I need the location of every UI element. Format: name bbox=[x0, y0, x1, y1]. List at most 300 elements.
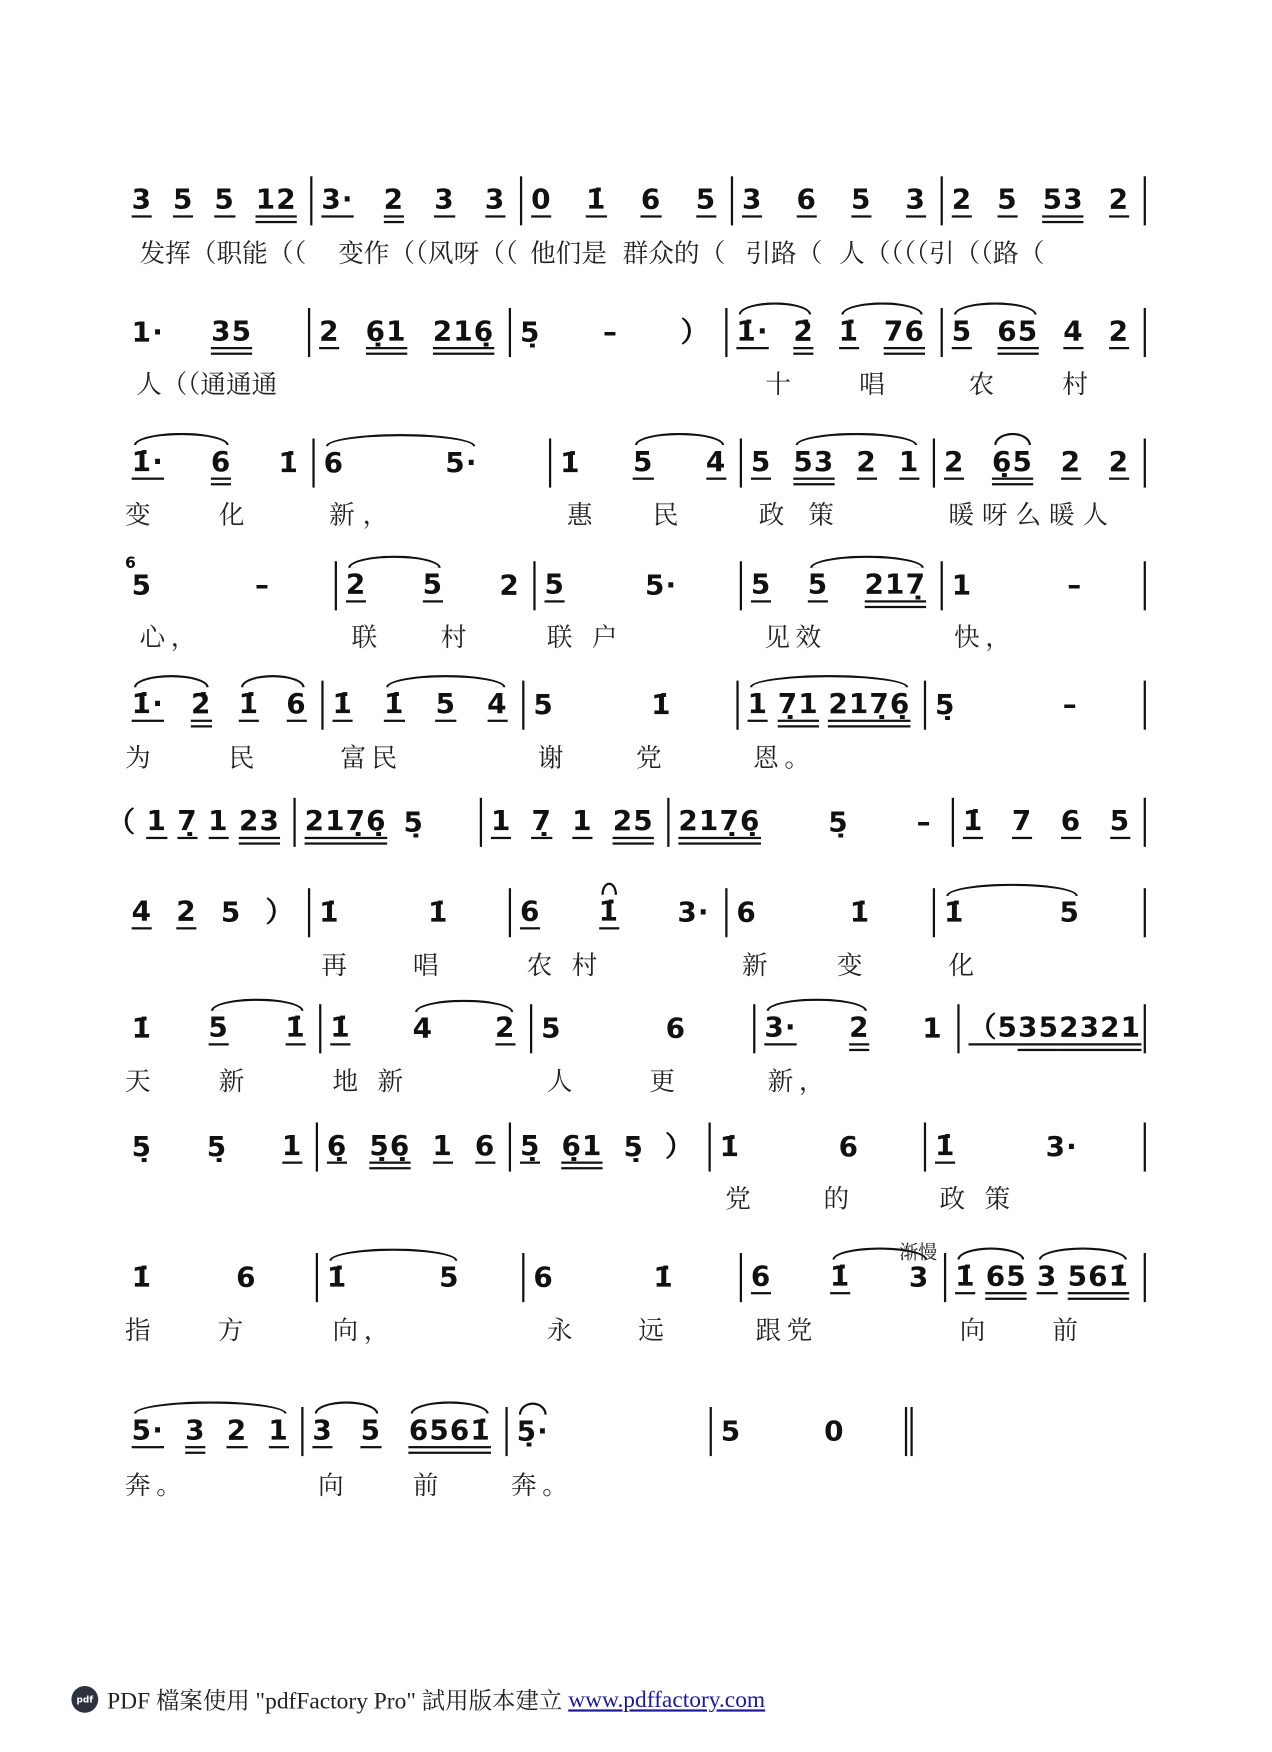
note-text: 7̣ bbox=[177, 804, 198, 837]
note-group bbox=[305, 806, 387, 839]
note-text: 6 bbox=[286, 687, 307, 720]
note-group bbox=[633, 446, 654, 479]
note-text: 1̇ bbox=[326, 1260, 348, 1294]
measure bbox=[123, 1253, 318, 1302]
note-group bbox=[319, 897, 340, 928]
lyric-text: 群众的（ bbox=[622, 239, 726, 269]
lyric-text: 向， bbox=[332, 1316, 395, 1346]
lyric-text: 人 bbox=[546, 1067, 578, 1097]
note-text: 2̇ bbox=[191, 687, 212, 720]
note-group bbox=[445, 447, 477, 478]
note-group bbox=[1046, 1131, 1078, 1162]
slur-arc bbox=[211, 999, 304, 1011]
note-text: 3 bbox=[434, 182, 455, 216]
note-group bbox=[851, 184, 872, 217]
note-group bbox=[952, 184, 973, 217]
note-group bbox=[177, 806, 198, 839]
notation-row-5 bbox=[0, 681, 1272, 730]
note-group bbox=[327, 1130, 348, 1163]
note-group bbox=[706, 446, 727, 479]
notation-row-4 bbox=[0, 554, 1272, 610]
note-text: 6 bbox=[210, 445, 232, 478]
note-group bbox=[736, 897, 757, 928]
note-text: 3· bbox=[321, 182, 354, 216]
note-group bbox=[384, 688, 405, 721]
note-text: 1 bbox=[898, 445, 920, 478]
note-group bbox=[839, 1131, 860, 1162]
note-text: 2̇ bbox=[793, 314, 814, 348]
note-text: 5 bbox=[541, 1012, 562, 1045]
note-group bbox=[236, 1262, 257, 1293]
note-group bbox=[1109, 184, 1130, 217]
lyric-text: 谢 bbox=[537, 744, 570, 774]
measure bbox=[727, 888, 935, 937]
note-text: 3 bbox=[185, 1413, 206, 1447]
note-text: 6 bbox=[1060, 804, 1082, 837]
note-text: 1̇ bbox=[332, 687, 354, 720]
note-group bbox=[899, 446, 920, 479]
note-group bbox=[432, 1130, 453, 1163]
note-text: 2 bbox=[1108, 314, 1130, 348]
note-group bbox=[208, 1012, 229, 1045]
note-text: 5̣ bbox=[206, 1130, 228, 1163]
measure bbox=[935, 439, 1146, 488]
note-text: 5 bbox=[750, 445, 772, 478]
note-text: 4 bbox=[1063, 314, 1084, 348]
note-group bbox=[485, 184, 506, 217]
measure bbox=[337, 561, 536, 610]
note-group bbox=[1067, 570, 1082, 601]
note-text: – bbox=[1067, 569, 1083, 602]
lyric-text: 新， bbox=[329, 500, 397, 531]
note-text: 6 bbox=[640, 182, 662, 216]
note-group bbox=[969, 1012, 1019, 1045]
notation-row-8 bbox=[0, 1004, 1272, 1053]
note-text: 5 bbox=[851, 182, 872, 216]
note-group bbox=[793, 446, 834, 479]
note-text: 5 bbox=[131, 569, 153, 602]
note-group bbox=[764, 1012, 796, 1045]
note-group bbox=[917, 807, 932, 838]
note-group bbox=[531, 184, 552, 217]
note-text: 217̣ bbox=[864, 567, 927, 601]
slur-arc bbox=[329, 1249, 457, 1261]
measure bbox=[123, 1122, 318, 1171]
lyric-text: 发挥（职能（（ bbox=[139, 239, 307, 269]
pdf-icon: pdf bbox=[71, 1686, 98, 1713]
note-group bbox=[935, 1130, 956, 1163]
note-text: 2 bbox=[383, 182, 405, 216]
note-text: 4 bbox=[412, 1012, 434, 1045]
note-group bbox=[132, 446, 164, 479]
note-text: 5 bbox=[997, 182, 1018, 216]
note-group bbox=[599, 896, 620, 929]
note-group bbox=[366, 316, 407, 349]
measure bbox=[926, 681, 1146, 730]
note-group bbox=[132, 184, 153, 217]
note-text: 217̣6̣ bbox=[828, 687, 911, 720]
lyric-text: 村 bbox=[1062, 370, 1088, 400]
note-group bbox=[828, 807, 849, 838]
lyric-text: 向 bbox=[318, 1471, 350, 1501]
lyric-text: 联 户 bbox=[546, 623, 623, 653]
lyric-text: 为 bbox=[124, 744, 157, 774]
measure bbox=[315, 439, 552, 488]
note-text: （5 bbox=[968, 1010, 1019, 1044]
measure bbox=[711, 1122, 926, 1171]
note-text: 1 bbox=[268, 1413, 289, 1447]
note-group bbox=[475, 1130, 496, 1163]
note-text: 5 bbox=[214, 182, 235, 216]
note-text: 3 bbox=[1036, 1259, 1058, 1293]
measure bbox=[123, 176, 313, 225]
note-text: 5 bbox=[220, 895, 242, 929]
note-group bbox=[992, 446, 1033, 479]
note-group bbox=[572, 806, 593, 839]
note-group bbox=[751, 569, 772, 602]
lyric-text: 他们是 bbox=[530, 239, 607, 269]
note-group bbox=[346, 569, 367, 602]
note-text: 1̇ bbox=[330, 1010, 351, 1044]
note-group bbox=[751, 1261, 772, 1294]
note-group bbox=[495, 1012, 516, 1045]
note-group bbox=[1012, 806, 1033, 839]
note-text: 1· bbox=[131, 315, 164, 349]
note-group bbox=[434, 184, 455, 217]
note-text: 1̇ bbox=[598, 894, 620, 928]
measure bbox=[321, 1004, 532, 1053]
grace-note: 6 bbox=[124, 554, 137, 573]
note-group bbox=[312, 1415, 333, 1448]
note-text: 12 bbox=[255, 182, 297, 216]
note-text: 1̇ bbox=[719, 1130, 741, 1163]
lyric-text: 政 策 bbox=[758, 500, 842, 531]
note-group bbox=[256, 184, 297, 217]
lyric-text: 奔。 bbox=[124, 1471, 188, 1501]
note-group bbox=[517, 1416, 549, 1447]
note-group bbox=[797, 184, 818, 217]
notation-row-11 bbox=[0, 1407, 1272, 1456]
measure bbox=[742, 439, 935, 488]
note-text: – bbox=[1062, 688, 1078, 721]
note-text: 3· bbox=[1045, 1130, 1078, 1163]
note-group bbox=[560, 447, 581, 478]
note-group bbox=[1018, 1012, 1059, 1045]
note-group bbox=[645, 570, 677, 601]
note-group bbox=[282, 1130, 303, 1163]
note-group bbox=[384, 184, 405, 217]
note-text: 5 bbox=[208, 1010, 229, 1044]
note-group bbox=[952, 316, 973, 349]
slur-arc bbox=[946, 884, 1078, 896]
note-group bbox=[333, 688, 354, 721]
note-group bbox=[623, 1131, 644, 1162]
footer-text: PDF 檔案使用 "pdfFactory Pro" 試用版本建立 bbox=[107, 1687, 569, 1714]
lyric-text: 变作（（风呀（（ bbox=[338, 239, 518, 269]
note-text: ） bbox=[265, 895, 295, 929]
note-text: 6̣1 bbox=[561, 1129, 603, 1162]
note-text: 6 bbox=[736, 895, 757, 929]
note-text: 1̇· bbox=[736, 314, 769, 348]
note-group bbox=[586, 184, 607, 217]
measure bbox=[482, 798, 669, 847]
note-text: 1̇· bbox=[131, 445, 164, 478]
note-group bbox=[839, 316, 860, 349]
note-group bbox=[369, 1130, 410, 1163]
measure bbox=[303, 1407, 507, 1456]
lyric-text: 唱 bbox=[412, 951, 445, 981]
note-text: 2 bbox=[943, 445, 965, 478]
note-group bbox=[1109, 446, 1130, 479]
measure bbox=[123, 681, 324, 730]
note-text: 5 bbox=[720, 1414, 742, 1448]
note-text: 1̇ bbox=[131, 1012, 153, 1045]
note-text: 1̇ bbox=[829, 1259, 851, 1293]
lyric-text: 地 新 bbox=[332, 1067, 409, 1097]
notation-row-1 bbox=[0, 176, 1272, 225]
note-group bbox=[324, 447, 345, 478]
note-text: 5 bbox=[435, 687, 457, 720]
slur-arc bbox=[415, 1000, 513, 1012]
note-text: 5· bbox=[645, 569, 678, 602]
note-group bbox=[132, 896, 153, 929]
note-text: 5 bbox=[173, 182, 194, 216]
note-group bbox=[696, 184, 717, 217]
note-group bbox=[207, 1131, 228, 1162]
note-group bbox=[1063, 316, 1084, 349]
note-text: 5 bbox=[1059, 895, 1081, 929]
note-group bbox=[176, 896, 197, 929]
measure bbox=[727, 308, 942, 357]
note-text: – bbox=[254, 569, 271, 602]
measure bbox=[511, 1122, 711, 1171]
slur-arc bbox=[601, 883, 617, 895]
note-text: 6 bbox=[796, 182, 818, 216]
note-group bbox=[666, 1013, 687, 1044]
note-group bbox=[963, 806, 984, 839]
measure bbox=[310, 888, 511, 937]
note-group bbox=[266, 897, 295, 928]
note-text: 1̇ bbox=[238, 687, 260, 720]
measure bbox=[511, 308, 727, 357]
notation-row-3 bbox=[0, 439, 1272, 488]
note-group bbox=[255, 570, 270, 601]
note-text: 1̇ bbox=[653, 1260, 674, 1294]
note-text: 3 bbox=[905, 182, 927, 216]
note-text: 7 bbox=[1011, 804, 1033, 837]
note-group bbox=[327, 1262, 348, 1293]
note-group bbox=[677, 897, 709, 928]
slur-arc bbox=[134, 675, 209, 687]
note-group bbox=[653, 1262, 674, 1293]
measure bbox=[733, 176, 943, 225]
note-text: 3 bbox=[742, 182, 763, 216]
note-text: 1̇ bbox=[651, 688, 672, 721]
measure bbox=[123, 439, 315, 488]
note-group bbox=[487, 688, 508, 721]
lyric-text: 变 bbox=[836, 951, 869, 981]
footer bbox=[71, 1683, 765, 1716]
measure bbox=[318, 1122, 511, 1171]
note-group bbox=[520, 317, 541, 348]
measure bbox=[524, 1253, 742, 1302]
slur-arc bbox=[241, 675, 305, 687]
note-text: 5 bbox=[422, 567, 444, 601]
note-group bbox=[107, 807, 136, 838]
note-group bbox=[433, 316, 495, 349]
note-text: 1̇ bbox=[278, 446, 300, 479]
note-group bbox=[491, 806, 512, 839]
note-text: 1̇ bbox=[131, 1260, 153, 1294]
note-text: 5̣· bbox=[516, 1414, 549, 1448]
note-group bbox=[850, 897, 871, 928]
lyric-text: 农 村 bbox=[526, 951, 603, 981]
note-text: 561̇ bbox=[1067, 1259, 1130, 1293]
note-group bbox=[856, 446, 877, 479]
note-group bbox=[849, 1012, 870, 1045]
measure bbox=[511, 888, 727, 937]
note-text: 5 bbox=[544, 567, 566, 601]
note-group bbox=[944, 897, 965, 928]
note-text: 1 bbox=[572, 804, 593, 837]
slur-arc bbox=[810, 556, 924, 568]
note-group bbox=[778, 688, 819, 721]
note-text: 5 bbox=[695, 182, 717, 216]
slur-arc bbox=[796, 433, 918, 445]
note-group bbox=[278, 447, 299, 478]
lyric-text: 天 bbox=[124, 1067, 157, 1097]
measure bbox=[508, 1407, 712, 1456]
notation-row-10 bbox=[0, 1253, 1272, 1302]
note-text: 1̇ bbox=[849, 895, 871, 929]
note-text: 2 bbox=[319, 314, 340, 348]
note-group bbox=[1109, 316, 1130, 349]
note-group bbox=[541, 1013, 562, 1044]
note-text: 0 bbox=[531, 182, 552, 216]
note-group bbox=[409, 1415, 491, 1448]
note-text: 5 bbox=[360, 1413, 382, 1447]
note-group bbox=[808, 569, 829, 602]
note-text: 6 bbox=[838, 1130, 860, 1163]
measure bbox=[98, 798, 295, 847]
note-group bbox=[413, 1013, 434, 1044]
measure bbox=[943, 176, 1146, 225]
slur-arc bbox=[326, 434, 476, 446]
note-group bbox=[132, 1415, 164, 1448]
note-group bbox=[211, 446, 232, 479]
note-text: 1̇ bbox=[384, 687, 405, 720]
note-text: 76 bbox=[883, 314, 925, 348]
measure bbox=[123, 1407, 304, 1456]
lyric-text: 远 bbox=[638, 1316, 670, 1346]
note-group bbox=[403, 807, 424, 838]
lyric-text: 引路（ bbox=[745, 239, 823, 269]
note-text: 5̣6̣ bbox=[369, 1129, 411, 1162]
lyric-text: 方 bbox=[217, 1316, 249, 1346]
note-group bbox=[185, 1415, 206, 1448]
note-text: 6 bbox=[474, 1129, 496, 1162]
note-group bbox=[1061, 806, 1082, 839]
lyric-text: 暖呀么暖人 bbox=[948, 500, 1116, 531]
note-group bbox=[751, 446, 772, 479]
note-group bbox=[545, 569, 566, 602]
note-text: 23 bbox=[238, 804, 281, 837]
note-text: （ bbox=[107, 805, 137, 838]
lyric-text: 新 bbox=[742, 951, 774, 981]
note-text: 5̣ bbox=[623, 1130, 645, 1163]
measure bbox=[123, 888, 310, 937]
note-text: 217̣6̣ bbox=[678, 804, 761, 837]
note-text: 3· bbox=[677, 895, 710, 929]
note-group bbox=[952, 570, 973, 601]
note-group bbox=[361, 1415, 382, 1448]
note-text: 6̣ bbox=[326, 1129, 348, 1162]
measure bbox=[926, 1122, 1146, 1171]
note-group bbox=[613, 806, 654, 839]
notation-row-9 bbox=[0, 1122, 1272, 1171]
note-group bbox=[1110, 806, 1131, 839]
slur-arc bbox=[386, 675, 505, 687]
note-text: 5̣ bbox=[935, 688, 956, 721]
note-group bbox=[319, 316, 340, 349]
slur-arc bbox=[315, 1401, 379, 1413]
lyric-text: 的 bbox=[823, 1184, 855, 1214]
note-text: 5 bbox=[533, 688, 554, 721]
note-text: 5̣ bbox=[519, 315, 541, 349]
footer-link[interactable]: www.pdffactory.com bbox=[568, 1685, 766, 1713]
lyric-text: 化 bbox=[218, 500, 253, 531]
note-text: 2 bbox=[856, 445, 877, 478]
lyric-text: 政 策 bbox=[939, 1184, 1016, 1214]
note-group bbox=[1060, 897, 1081, 928]
note-text: 6 bbox=[533, 1260, 554, 1294]
note-text: 1̇ bbox=[962, 804, 984, 837]
lyric-text: 恩。 bbox=[753, 744, 816, 774]
note-text: 2 bbox=[1108, 182, 1130, 216]
note-group bbox=[721, 1416, 742, 1447]
note-text: 1̇ bbox=[428, 895, 449, 929]
slur-arc bbox=[957, 1247, 1024, 1259]
note-text: 216̣ bbox=[432, 314, 495, 348]
note-text: 6̣5 bbox=[992, 445, 1034, 478]
note-group bbox=[1061, 446, 1082, 479]
slur-arc bbox=[954, 302, 1037, 314]
note-text: 2 bbox=[1060, 445, 1082, 478]
note-text: 35 bbox=[1018, 1010, 1060, 1044]
note-text: 53 bbox=[1042, 182, 1084, 216]
note-text: 1̇ bbox=[955, 1259, 976, 1293]
slur-arc bbox=[134, 433, 229, 445]
note-text: 5· bbox=[445, 446, 478, 479]
measure bbox=[296, 798, 482, 847]
notation-row-2 bbox=[0, 308, 1272, 357]
note-group bbox=[132, 317, 164, 348]
lyric-text: 奔。 bbox=[511, 1471, 574, 1501]
slur-arc bbox=[750, 675, 908, 687]
measure bbox=[742, 561, 943, 610]
note-group bbox=[641, 184, 662, 217]
note-group bbox=[173, 184, 194, 217]
note-text: 1 bbox=[281, 1129, 303, 1162]
slur-arc bbox=[411, 1401, 489, 1413]
note-text: 5 bbox=[1109, 804, 1131, 837]
lyric-text: 向 bbox=[959, 1316, 991, 1346]
measure bbox=[954, 798, 1146, 847]
note-group bbox=[681, 317, 710, 348]
measure bbox=[522, 176, 733, 225]
note-text: 4 bbox=[131, 894, 153, 928]
lyric-text: 联 bbox=[351, 623, 383, 653]
